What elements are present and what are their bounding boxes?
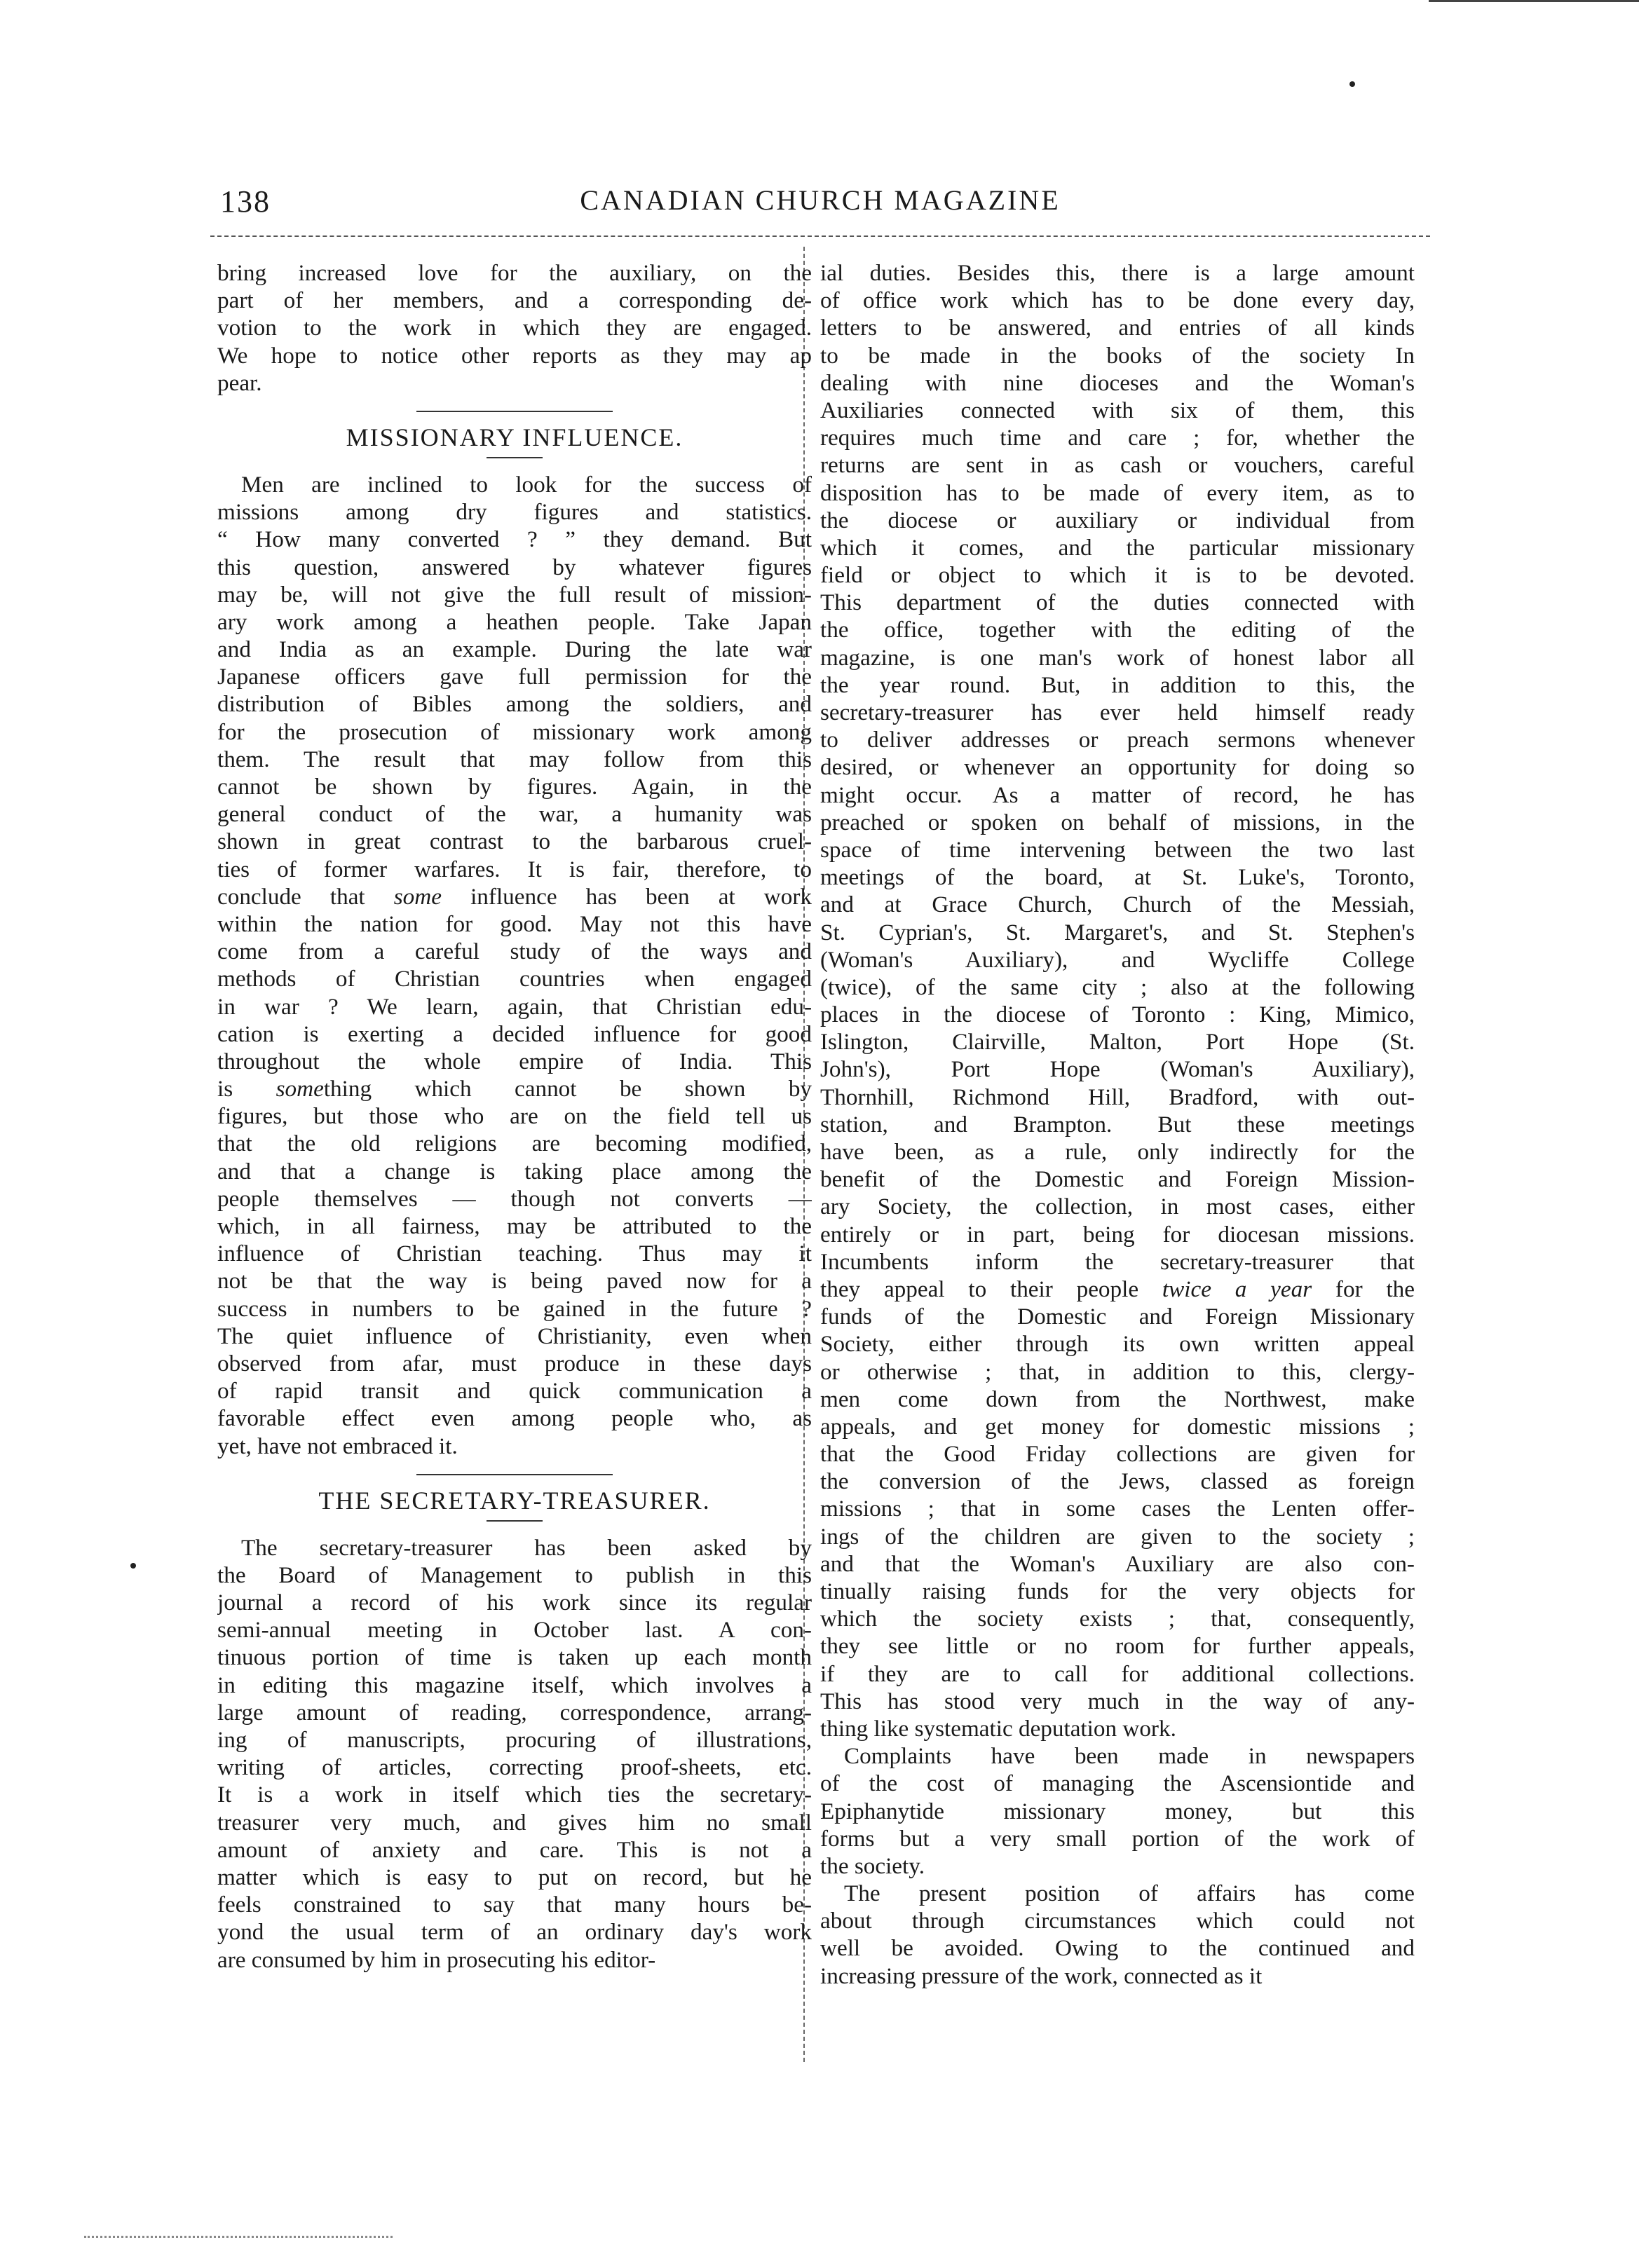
text-line: entirely or in part, being for diocesan missions. [820,1221,1415,1248]
text-line: This department of the duties connected with [820,589,1415,616]
text-line: returns are sent in as cash or vouchers, careful [820,452,1415,479]
text-line: thing like systematic deputation work. [820,1715,1176,1742]
text-line: treasurer very much, and gives him no small [217,1809,812,1836]
text-line: ary Society, the collection, in most cases, either [820,1194,1415,1220]
text-line: in editing this magazine itself, which involves a [217,1672,812,1698]
text-line: field or object to which it is to be devoted. [820,562,1415,589]
text-line: that the Good Friday collections are given for [820,1441,1415,1468]
text-line: influence of Christian teaching. Thus may it [217,1241,812,1267]
text-line: have been, as a rule, only indirectly for the [820,1139,1415,1165]
text-line: ings of the children are given to the society ; [820,1523,1415,1550]
text-line: ial duties. Besides this, there is a large amount [820,260,1415,286]
text-line: journal a record of his work since its regular [217,1590,812,1616]
text-line: space of time intervening between the two last [820,836,1415,863]
text-line: (Woman's Auxiliary), and Wycliffe College [820,946,1415,973]
text-line: increasing pressure of the work, connected as it [820,1962,1263,1989]
text-line: We hope to notice other reports as they may ap [217,342,812,369]
text-line: methods of Christian countries when engaged [217,966,812,992]
text-line: missions ; that in some cases the Lenten offer- [820,1496,1415,1522]
text-line: bring increased love for the auxiliary, on the [217,260,812,286]
text-line: in war ? We learn, again, that Christian edu- [217,993,812,1020]
text-line: Complaints have been made in newspapers [844,1743,1415,1770]
left-column [217,259,812,1974]
secretary-treasurer-body [217,1534,812,1974]
text-line: they see little or no room for further appeals, [820,1633,1415,1660]
text-line: figures, but those who are on the field tell us [217,1103,812,1130]
text-line: and that the Woman's Auxiliary are also con- [820,1550,1415,1577]
text-line: which the society exists ; that, consequently, [820,1606,1415,1632]
scan-edge-mark [1429,0,1639,2]
text-line: that the old religions are becoming modified, [217,1130,812,1157]
text-line: if they are to call for additional collections. [820,1660,1415,1687]
text-line: may be, will not give the full result of mission- [217,581,812,608]
heading-rule [487,1520,543,1522]
section-rule [416,411,613,412]
missionary-influence-body [217,471,812,1460]
text-line: Islington, Clairville, Malton, Port Hope (St. [820,1029,1415,1056]
text-line: St. Cyprian's, St. Margaret's, and St. Stephen's [820,919,1415,945]
intro-paragraph [217,259,812,397]
journal-title: CANADIAN CHURCH MAGAZINE [580,184,1061,216]
text-line: of rapid transit and quick communication a [217,1378,812,1405]
text-line: about through circumstances which could not [820,1908,1415,1934]
complaints-paragraph [820,1742,1415,1880]
text-line: men come down from the Northwest, make [820,1386,1415,1412]
text-line: desired, or whenever an opportunity for doing so [820,754,1415,781]
text-line: cation is exerting a decided influence for good [217,1020,812,1047]
text-line: conclude that some influence has been at work [217,883,812,910]
text-line: ties of former warfares. It is fair, therefore, to [217,856,812,882]
text-line: observed from afar, must produce in these days [217,1350,812,1376]
heading-rule [487,457,543,458]
text-line: part of her members, and a corresponding de- [217,287,812,314]
text-line: are consumed by him in prosecuting his editor- [217,1946,656,1973]
text-line: within the nation for good. May not this have [217,910,812,937]
text-line: The present position of affairs has come [844,1880,1415,1907]
text-line: requires much time and care ; for, whether the [820,425,1415,451]
text-line: dealing with nine dioceses and the Woman's [820,369,1415,396]
text-line: The quiet influence of Christianity, even when [217,1323,812,1349]
text-line: the Board of Management to publish in this [217,1562,812,1588]
text-line: pear. [217,369,262,396]
text-line: meetings of the board, at St. Luke's, Toronto, [820,864,1415,891]
text-line: the diocese or auxiliary or individual from [820,507,1415,533]
text-line: This has stood very much in the way of any- [820,1688,1415,1714]
text-line: come from a careful study of the ways and [217,938,812,965]
text-line: cannot be shown by figures. Again, in the [217,774,812,800]
text-line: magazine, is one man's work of honest labor all [820,644,1415,671]
text-line: Incumbents inform the secretary-treasurer that [820,1248,1415,1275]
text-line: is something which cannot be shown by [217,1076,812,1102]
text-line: people themselves — though not converts — [217,1185,812,1212]
text-line: the year round. But, in addition to this, the [820,671,1415,698]
header-rule [210,235,1430,237]
text-line: ing of manuscripts, procuring of illustrations, [217,1727,812,1753]
heading-missionary-influence: MISSIONARY INFLUENCE. [346,423,684,451]
text-line: this question, answered by whatever figures [217,554,812,580]
text-line: for the prosecution of missionary work among [217,718,812,745]
page-number: 138 [220,184,271,219]
running-head [210,181,1430,230]
text-line: not be that the way is being paved now for a [217,1268,812,1294]
text-line: might occur. As a matter of record, he has [820,781,1415,808]
text-line: disposition has to be made of every item, as to [820,479,1415,506]
text-line: general conduct of the war, a humanity was [217,801,812,828]
right-column [820,259,1415,1990]
text-line: them. The result that may follow from this [217,746,812,772]
text-line: they appeal to their people twice a year for the [820,1276,1415,1302]
text-line: and that a change is taking place among the [217,1158,812,1184]
text-line: preached or spoken on behalf of missions, in the [820,809,1415,835]
text-line: throughout the whole empire of India. This [217,1048,812,1074]
text-line: yond the usual term of an ordinary day's work [217,1919,812,1946]
text-line: and India as an example. During the late war [217,636,812,663]
text-line: shown in great contrast to the barbarous cruel- [217,828,812,855]
text-line: missions among dry figures and statistics. [217,499,812,526]
text-line: appeals, and get money for domestic missions ; [820,1413,1415,1440]
text-line: places in the diocese of Toronto : King, Mimico, [820,1002,1415,1028]
text-line: forms but a very small portion of the work of [820,1825,1415,1852]
text-line: to deliver addresses or preach sermons whenever [820,727,1415,753]
text-line: amount of anxiety and care. This is not a [217,1836,812,1863]
text-line: Auxiliaries connected with six of them, this [820,397,1415,423]
text-line: writing of articles, correcting proof-sheets, etc. [217,1754,812,1781]
text-line: yet, have not embraced it. [217,1433,458,1459]
ink-speck [1349,81,1355,87]
text-line: to be made in the books of the society In [820,342,1415,369]
section-rule [416,1474,613,1475]
heading-secretary-treasurer: THE SECRETARY-TREASURER. [318,1486,711,1515]
text-line: which it comes, and the particular missionary [820,534,1415,561]
text-line: feels constrained to say that many hours be- [217,1892,812,1918]
text-line: It is a work in itself which ties the secretary- [217,1782,812,1808]
text-line: The secretary-treasurer has been asked by [241,1534,812,1561]
text-line: of the cost of managing the Ascensiontide and [820,1770,1415,1797]
text-line: secretary-treasurer has ever held himself ready [820,699,1415,725]
text-line: John's), Port Hope (Woman's Auxiliary), [820,1056,1415,1083]
scan-noise [84,2236,393,2238]
text-line: large amount of reading, correspondence, arrang- [217,1699,812,1726]
secretary-continuation-paragraph [820,259,1415,1742]
text-line: or otherwise ; that, in addition to this, clergy- [820,1358,1415,1385]
text-line: station, and Brampton. But these meetings [820,1111,1415,1138]
text-line: and at Grace Church, Church of the Messiah, [820,892,1415,918]
text-line: (twice), of the same city ; also at the following [820,974,1415,1000]
text-line: well be avoided. Owing to the continued and [820,1935,1415,1962]
text-line: tinuous portion of time is taken up each month [217,1644,812,1671]
text-line: the conversion of the Jews, classed as foreign [820,1468,1415,1495]
text-line: of office work which has to be done every day, [820,287,1415,314]
text-line: semi-annual meeting in October last. A con- [217,1617,812,1644]
text-line: funds of the Domestic and Foreign Missionary [820,1304,1415,1330]
text-line: Society, either through its own written appeal [820,1331,1415,1358]
text-line: Men are inclined to look for the success of [241,471,812,498]
text-line: Epiphanytide missionary money, but this [820,1798,1415,1824]
ink-speck [130,1563,136,1569]
text-line: votion to the work in which they are engaged. [217,315,812,341]
text-line: distribution of Bibles among the soldiers, and [217,691,812,718]
text-line: Japanese officers gave full permission for the [217,664,812,690]
text-line: letters to be answered, and entries of all kinds [820,315,1415,341]
text-line: “ How many converted ? ” they demand. But [217,526,812,553]
present-position-paragraph [820,1880,1415,1990]
text-line: Thornhill, Richmond Hill, Bradford, with out- [820,1084,1415,1110]
text-line: ary work among a heathen people. Take Japan [217,608,812,635]
text-line: tinually raising funds for the very objects for [820,1578,1415,1604]
text-line: which, in all fairness, may be attributed to the [217,1213,812,1239]
text-line: benefit of the Domestic and Foreign Mission- [820,1166,1415,1193]
text-line: success in numbers to be gained in the future ? [217,1295,812,1322]
text-line: the society. [820,1852,925,1879]
text-line: the office, together with the editing of the [820,617,1415,643]
text-line: matter which is easy to put on record, but he [217,1864,812,1890]
text-line: favorable effect even among people who, as [217,1405,812,1432]
